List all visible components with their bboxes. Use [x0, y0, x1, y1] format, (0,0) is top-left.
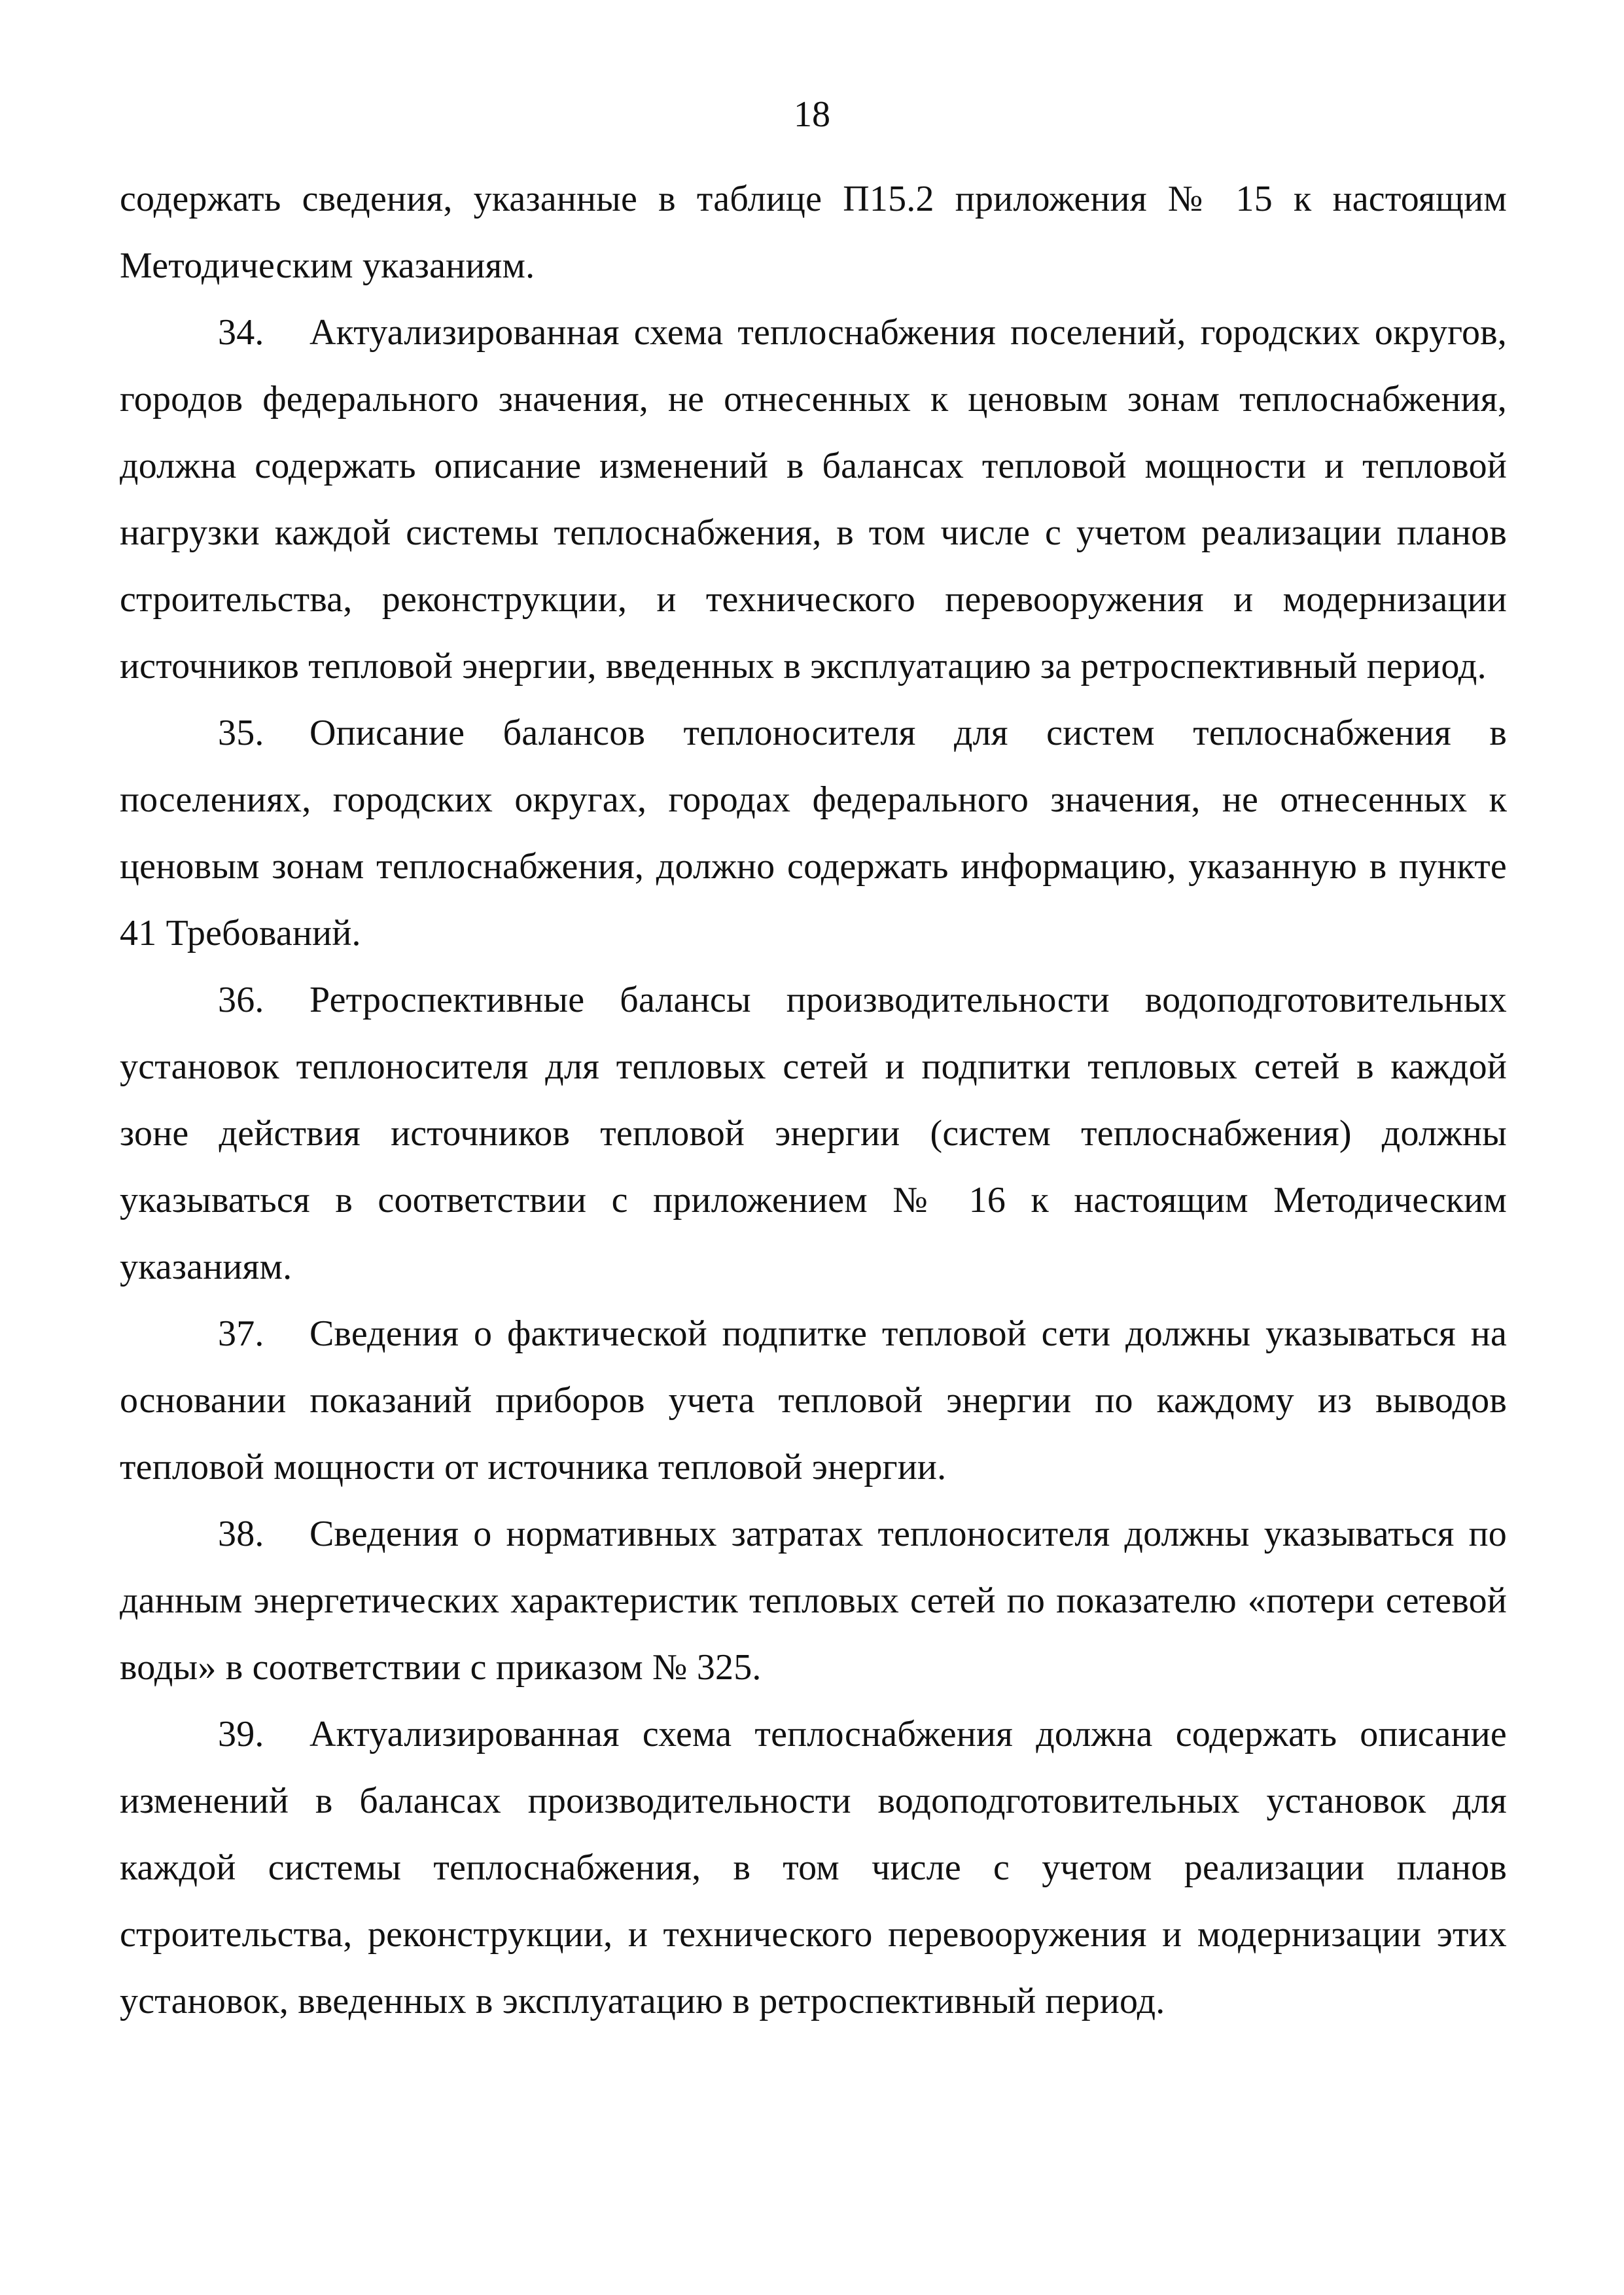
paragraph-text: Актуализированная схема теплоснабжения поселений, городских округов, городов федерального значения, не отнесенных к ценовым зонам теплоснабжения, должна содержать описание изменений в балансах тепловой мощности и тепловой нагрузки каждой системы теплоснабжения, в том числе с учетом реализации планов строительства, реконструкции, и технического перевооружения и модернизации источников тепловой энергии, введенных в эксплуатацию за ретроспективный период. — [120, 312, 1507, 686]
paragraph-34 — [120, 299, 1507, 700]
paragraph-number: 34. — [218, 312, 264, 353]
paragraph-36 — [120, 967, 1507, 1300]
document-body — [120, 166, 1507, 2035]
paragraph-text: Описание балансов теплоносителя для систем теплоснабжения в поселениях, городских округах, городах федерального значения, не отнесенных к ценовым зонам теплоснабжения, должно содержать информацию, указанную в пункте 41 Требований. — [120, 713, 1507, 953]
paragraph-number: 39. — [218, 1714, 264, 1754]
paragraph-text: Сведения о нормативных затратах теплоносителя должны указываться по данным энергетических характеристик тепловых сетей по показателю «потери сетевой воды» в соответствии с приказом № 325. — [120, 1514, 1507, 1688]
paragraph-number: 37. — [218, 1313, 264, 1354]
paragraph-38 — [120, 1501, 1507, 1701]
paragraph-39 — [120, 1701, 1507, 2035]
paragraph-text: Ретроспективные балансы производительности водоподготовительных установок теплоносителя для тепловых сетей и подпитки тепловых сетей в каждой зоне действия источников тепловой энергии (систем теплоснабжения) должны указываться в соответствии с приложением № 16 к настоящим Методическим указаниям. — [120, 980, 1507, 1287]
paragraph-37 — [120, 1300, 1507, 1501]
paragraph-number: 38. — [218, 1514, 264, 1554]
paragraph-number: 36. — [218, 980, 264, 1020]
paragraph-35 — [120, 700, 1507, 967]
paragraph-number: 35. — [218, 713, 264, 753]
paragraph-continuation — [120, 166, 1507, 299]
paragraph-text: содержать сведения, указанные в таблице П15.2 приложения № 15 к настоящим Методическим указаниям. — [120, 179, 1507, 286]
paragraph-text: Сведения о фактической подпитке тепловой сети должны указываться на основании показаний приборов учета тепловой энергии по каждому из выводов тепловой мощности от источника тепловой энергии. — [120, 1313, 1507, 1487]
page-number: 18 — [794, 94, 830, 135]
paragraph-text: Актуализированная схема теплоснабжения должна содержать описание изменений в балансах производительности водоподготовительных установок для каждой системы теплоснабжения, в том числе с учетом реализации планов строительства, реконструкции, и технического перевооружения и модернизации этих установок, введенных в эксплуатацию в ретроспективный период. — [120, 1714, 1507, 2021]
